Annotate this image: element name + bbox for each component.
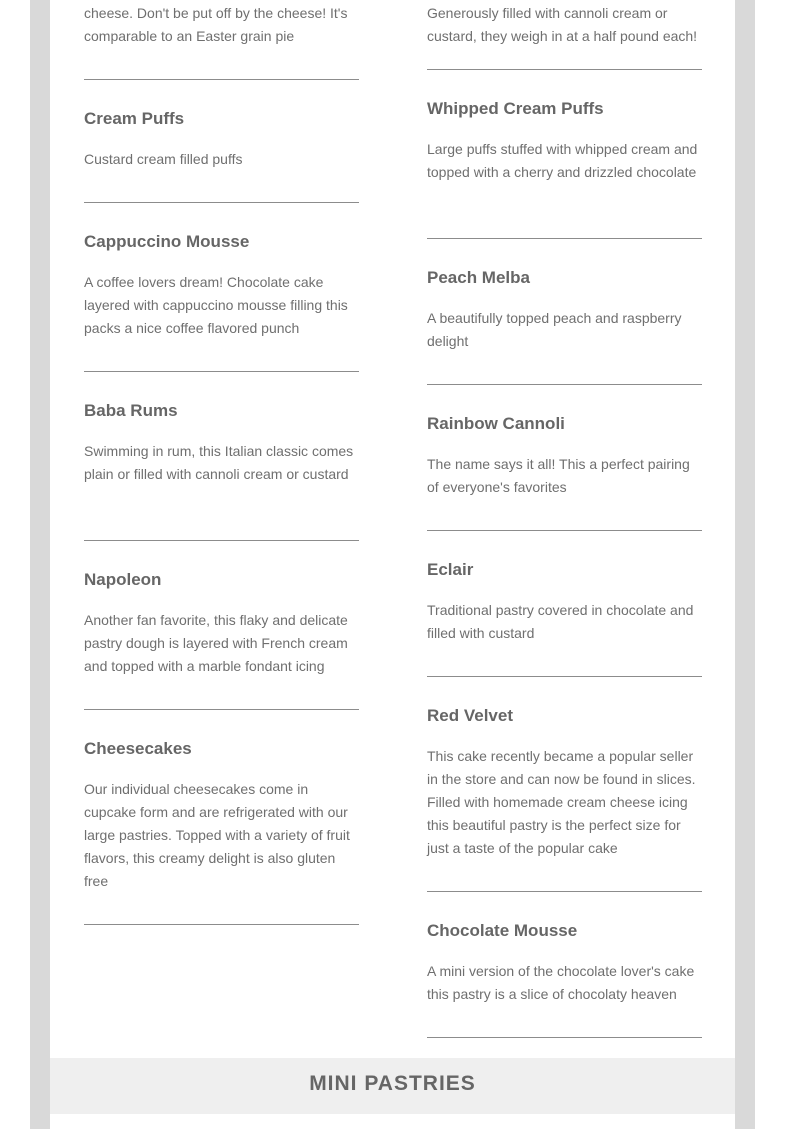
divider bbox=[84, 371, 359, 372]
divider bbox=[427, 238, 702, 239]
item-description: Our individual cheesecakes come in cupcake form and are refrigerated with our large pastries. Topped with a variety of fruit flavors, this creamy delight is also gluten free bbox=[84, 781, 350, 889]
item-title: Cappuccino Mousse bbox=[84, 232, 250, 251]
list-item bbox=[427, 413, 702, 499]
list-item bbox=[427, 705, 702, 860]
item-description: Large puffs stuffed with whipped cream and topped with a cherry and drizzled chocolate bbox=[427, 141, 698, 180]
divider bbox=[84, 709, 359, 710]
item-title: Peach Melba bbox=[427, 268, 530, 287]
item-title: Chocolate Mousse bbox=[427, 921, 578, 940]
list-item bbox=[427, 98, 702, 184]
list-item bbox=[84, 2, 359, 48]
list-item bbox=[84, 738, 359, 893]
divider bbox=[427, 891, 702, 892]
item-description: Traditional pastry covered in chocolate and filled with custard bbox=[427, 602, 694, 641]
divider bbox=[84, 540, 359, 541]
divider bbox=[427, 384, 702, 385]
item-description: A beautifully topped peach and raspberry delight bbox=[427, 310, 682, 349]
list-item bbox=[84, 108, 359, 171]
item-title: Rainbow Cannoli bbox=[427, 414, 565, 433]
divider bbox=[84, 202, 359, 203]
item-title: Red Velvet bbox=[427, 706, 513, 725]
item-description: Swimming in rum, this Italian classic comes plain or filled with cannoli cream or custard bbox=[84, 443, 354, 482]
list-item bbox=[427, 267, 702, 353]
item-description: Custard cream filled puffs bbox=[84, 151, 243, 167]
list-item bbox=[84, 400, 359, 486]
item-title: Whipped Cream Puffs bbox=[427, 99, 604, 118]
section-header bbox=[50, 1058, 735, 1114]
divider bbox=[427, 530, 702, 531]
divider bbox=[84, 924, 359, 925]
list-item bbox=[427, 920, 702, 1006]
divider bbox=[427, 69, 702, 70]
section-title: MINI PASTRIES bbox=[309, 1072, 476, 1095]
item-description: Another fan favorite, this flaky and delicate pastry dough is layered with French cream and topped with a marble fondant icing bbox=[84, 612, 348, 674]
item-description: Generously filled with cannoli cream or custard, they weigh in at a half pound each! bbox=[427, 5, 698, 44]
list-item bbox=[84, 569, 359, 678]
item-description: This cake recently became a popular seller in the store and can now be found in slices. Filled with homemade cream cheese icing this beautiful pastry is the perfect size for just a taste of the popular cake bbox=[427, 748, 696, 856]
item-title: Cream Puffs bbox=[84, 109, 185, 128]
item-title: Napoleon bbox=[84, 570, 162, 589]
item-description: The name says it all! This a perfect pairing of everyone's favorites bbox=[427, 456, 690, 495]
item-title: Cheesecakes bbox=[84, 739, 192, 758]
divider bbox=[427, 1037, 702, 1038]
next-section-panel bbox=[50, 1114, 735, 1129]
list-item bbox=[427, 559, 702, 645]
item-title: Baba Rums bbox=[84, 401, 178, 420]
item-title: Eclair bbox=[427, 560, 474, 579]
divider bbox=[427, 676, 702, 677]
list-item bbox=[427, 2, 702, 48]
item-description: A coffee lovers dream! Chocolate cake layered with cappuccino mousse filling this packs a nice coffee flavored punch bbox=[84, 274, 348, 336]
list-item bbox=[84, 231, 359, 340]
item-description: A mini version of the chocolate lover's cake this pastry is a slice of chocolaty heaven bbox=[427, 963, 695, 1002]
divider bbox=[84, 79, 359, 80]
item-description: cheese. Don't be put off by the cheese! It's comparable to an Easter grain pie bbox=[84, 5, 348, 44]
